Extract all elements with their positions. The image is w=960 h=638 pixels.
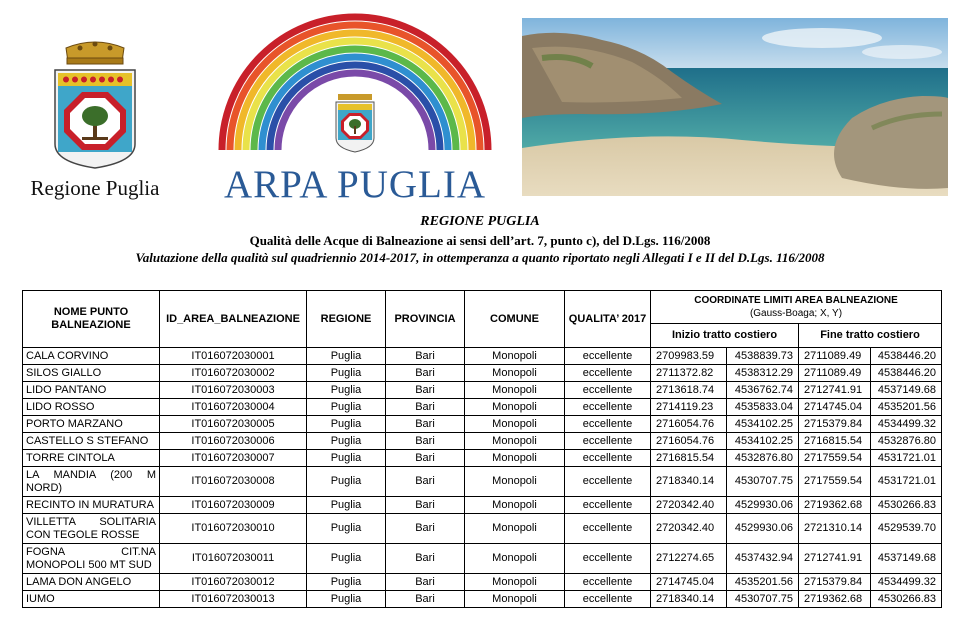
header-provincia: PROVINCIA — [386, 291, 465, 348]
cell-comune: Monopoli — [465, 399, 565, 416]
cell-nome: TORRE CINTOLA — [23, 450, 160, 467]
cell-nome: LIDO PANTANO — [23, 382, 160, 399]
cell-id: IT016072030004 — [160, 399, 307, 416]
cell-inizio-y: 4529930.06 — [727, 514, 799, 544]
cell-regione: Puglia — [307, 416, 386, 433]
cell-inizio-x: 2720342.40 — [651, 497, 727, 514]
table-row — [23, 467, 942, 497]
header-coordinate-subtitle: (Gauss-Boaga; X, Y) — [749, 308, 843, 319]
table-row — [23, 497, 942, 514]
cell-fine-x: 2717559.54 — [799, 467, 871, 497]
cell-fine-y: 4531721.01 — [871, 467, 942, 497]
cell-qualita: eccellente — [565, 467, 651, 497]
cell-regione: Puglia — [307, 348, 386, 365]
cell-inizio-x: 2714745.04 — [651, 574, 727, 591]
cell-provincia: Bari — [386, 416, 465, 433]
cell-fine-x: 2711089.49 — [799, 365, 871, 382]
cell-id: IT016072030002 — [160, 365, 307, 382]
cell-qualita: eccellente — [565, 365, 651, 382]
cell-regione: Puglia — [307, 591, 386, 608]
cell-qualita: eccellente — [565, 450, 651, 467]
cell-comune: Monopoli — [465, 450, 565, 467]
cell-qualita: eccellente — [565, 433, 651, 450]
cell-fine-y: 4530266.83 — [871, 497, 942, 514]
cell-inizio-y: 4536762.74 — [727, 382, 799, 399]
beach-photo-icon — [522, 18, 948, 196]
cell-fine-y: 4538446.20 — [871, 365, 942, 382]
cell-fine-x: 2712741.91 — [799, 544, 871, 574]
table-row — [23, 416, 942, 433]
cell-fine-y: 4537149.68 — [871, 382, 942, 399]
cell-fine-y: 4537149.68 — [871, 544, 942, 574]
cell-comune: Monopoli — [465, 365, 565, 382]
table-row — [23, 450, 942, 467]
cell-id: IT016072030013 — [160, 591, 307, 608]
cell-id: IT016072030009 — [160, 497, 307, 514]
title-region: REGIONE PUGLIA — [420, 214, 540, 229]
cell-nome: LIDO ROSSO — [23, 399, 160, 416]
regione-puglia-caption: Regione Puglia — [30, 176, 160, 200]
cell-inizio-y: 4534102.25 — [727, 416, 799, 433]
title-quality: Qualità delle Acque di Balneazione ai sensi dell’art. 7, punto c), del D.Lgs. 116/2008 — [249, 233, 711, 248]
cell-nome: IUMO — [23, 591, 160, 608]
header-id: ID_AREA_BALNEAZIONE — [160, 291, 307, 348]
cell-inizio-x: 2711372.82 — [651, 365, 727, 382]
cell-inizio-y: 4532876.80 — [727, 450, 799, 467]
cell-regione: Puglia — [307, 544, 386, 574]
cell-provincia: Bari — [386, 574, 465, 591]
cell-fine-x: 2716815.54 — [799, 433, 871, 450]
cell-inizio-x: 2718340.14 — [651, 591, 727, 608]
table-row — [23, 574, 942, 591]
header-comune: COMUNE — [465, 291, 565, 348]
cell-inizio-y: 4535201.56 — [727, 574, 799, 591]
cell-provincia: Bari — [386, 433, 465, 450]
cell-id: IT016072030007 — [160, 450, 307, 467]
cell-id: IT016072030001 — [160, 348, 307, 365]
cell-regione: Puglia — [307, 365, 386, 382]
title-evaluation: Valutazione della qualità sul quadriennio 2014-2017, in ottemperanza a quanto riportato negli Allegati I e II del D.Lgs. 116/2008 — [135, 250, 825, 265]
cell-fine-x: 2715379.84 — [799, 416, 871, 433]
header-nome: NOME PUNTO BALNEAZIONE — [23, 291, 160, 348]
cell-regione: Puglia — [307, 497, 386, 514]
document-titles — [0, 214, 960, 267]
cell-inizio-x: 2716815.54 — [651, 450, 727, 467]
cell-provincia: Bari — [386, 399, 465, 416]
cell-fine-y: 4535201.56 — [871, 399, 942, 416]
cell-inizio-y: 4535833.04 — [727, 399, 799, 416]
cell-id: IT016072030006 — [160, 433, 307, 450]
header-coordinate — [651, 291, 942, 324]
cell-inizio-x: 2712274.65 — [651, 544, 727, 574]
table-row — [23, 433, 942, 450]
cell-qualita: eccellente — [565, 544, 651, 574]
cell-comune: Monopoli — [465, 348, 565, 365]
cell-comune: Monopoli — [465, 574, 565, 591]
cell-fine-y: 4538446.20 — [871, 348, 942, 365]
cell-provincia: Bari — [386, 450, 465, 467]
cell-id: IT016072030010 — [160, 514, 307, 544]
cell-comune: Monopoli — [465, 433, 565, 450]
table-row — [23, 544, 942, 574]
cell-fine-y: 4532876.80 — [871, 433, 942, 450]
table-row — [23, 365, 942, 382]
arpa-puglia-logo — [210, 10, 500, 210]
regione-puglia-emblem-icon — [30, 36, 160, 176]
regione-puglia-logo — [30, 36, 160, 206]
cell-regione: Puglia — [307, 433, 386, 450]
cell-provincia: Bari — [386, 514, 465, 544]
cell-inizio-y: 4538312.29 — [727, 365, 799, 382]
cell-qualita: eccellente — [565, 574, 651, 591]
cell-comune: Monopoli — [465, 514, 565, 544]
table-row — [23, 399, 942, 416]
cell-inizio-y: 4534102.25 — [727, 433, 799, 450]
header-coordinate-title: COORDINATE LIMITI AREA BALNEAZIONE — [694, 295, 898, 306]
cell-fine-x: 2719362.68 — [799, 591, 871, 608]
cell-regione: Puglia — [307, 382, 386, 399]
cell-nome: CASTELLO S STEFANO — [23, 433, 160, 450]
cell-regione: Puglia — [307, 399, 386, 416]
cell-inizio-x: 2716054.76 — [651, 416, 727, 433]
cell-nome: SILOS GIALLO — [23, 365, 160, 382]
table-row — [23, 591, 942, 608]
cell-provincia: Bari — [386, 348, 465, 365]
cell-qualita: eccellente — [565, 514, 651, 544]
cell-comune: Monopoli — [465, 544, 565, 574]
cell-fine-x: 2717559.54 — [799, 450, 871, 467]
cell-comune: Monopoli — [465, 497, 565, 514]
cell-inizio-y: 4530707.75 — [727, 591, 799, 608]
cell-nome: FOGNA CIT.NA MONOPOLI 500 MT SUD — [23, 544, 160, 574]
cell-qualita: eccellente — [565, 382, 651, 399]
cell-regione: Puglia — [307, 467, 386, 497]
cell-fine-x: 2715379.84 — [799, 574, 871, 591]
cell-inizio-x: 2716054.76 — [651, 433, 727, 450]
cell-comune: Monopoli — [465, 467, 565, 497]
cell-nome: RECINTO IN MURATURA — [23, 497, 160, 514]
cell-inizio-x: 2718340.14 — [651, 467, 727, 497]
arpa-puglia-caption: ARPA PUGLIA — [223, 163, 487, 206]
cell-comune: Monopoli — [465, 591, 565, 608]
cell-qualita: eccellente — [565, 348, 651, 365]
page-header — [0, 0, 960, 210]
cell-fine-x: 2719362.68 — [799, 497, 871, 514]
header-regione: REGIONE — [307, 291, 386, 348]
cell-nome: VILLETTA SOLITARIA CON TEGOLE ROSSE — [23, 514, 160, 544]
cell-id: IT016072030003 — [160, 382, 307, 399]
cell-provincia: Bari — [386, 497, 465, 514]
cell-fine-x: 2712741.91 — [799, 382, 871, 399]
cell-fine-y: 4529539.70 — [871, 514, 942, 544]
cell-inizio-x: 2720342.40 — [651, 514, 727, 544]
cell-id: IT016072030008 — [160, 467, 307, 497]
cell-provincia: Bari — [386, 591, 465, 608]
cell-fine-x: 2714745.04 — [799, 399, 871, 416]
header-fine: Fine tratto costiero — [799, 324, 942, 348]
cell-fine-y: 4534499.32 — [871, 416, 942, 433]
cell-id: IT016072030011 — [160, 544, 307, 574]
cell-inizio-x: 2709983.59 — [651, 348, 727, 365]
cell-fine-x: 2711089.49 — [799, 348, 871, 365]
table-body — [23, 348, 942, 608]
table-row — [23, 348, 942, 365]
cell-qualita: eccellente — [565, 416, 651, 433]
cell-comune: Monopoli — [465, 416, 565, 433]
cell-inizio-y: 4537432.94 — [727, 544, 799, 574]
header-inizio: Inizio tratto costiero — [651, 324, 799, 348]
cell-provincia: Bari — [386, 365, 465, 382]
cell-qualita: eccellente — [565, 591, 651, 608]
coastal-photo — [522, 18, 948, 196]
cell-fine-y: 4530266.83 — [871, 591, 942, 608]
cell-inizio-y: 4530707.75 — [727, 467, 799, 497]
cell-inizio-x: 2713618.74 — [651, 382, 727, 399]
cell-regione: Puglia — [307, 574, 386, 591]
table-row — [23, 382, 942, 399]
cell-comune: Monopoli — [465, 382, 565, 399]
cell-fine-y: 4531721.01 — [871, 450, 942, 467]
cell-nome: LA MANDIA (200 M NORD) — [23, 467, 160, 497]
cell-provincia: Bari — [386, 467, 465, 497]
bathing-water-table — [22, 290, 942, 608]
cell-nome: PORTO MARZANO — [23, 416, 160, 433]
cell-regione: Puglia — [307, 450, 386, 467]
cell-provincia: Bari — [386, 382, 465, 399]
cell-fine-y: 4534499.32 — [871, 574, 942, 591]
cell-inizio-y: 4529930.06 — [727, 497, 799, 514]
cell-id: IT016072030012 — [160, 574, 307, 591]
cell-provincia: Bari — [386, 544, 465, 574]
cell-id: IT016072030005 — [160, 416, 307, 433]
cell-qualita: eccellente — [565, 399, 651, 416]
cell-regione: Puglia — [307, 514, 386, 544]
small-shield-icon — [336, 94, 374, 152]
cell-nome: LAMA DON ANGELO — [23, 574, 160, 591]
rainbow-icon — [210, 10, 500, 160]
cell-nome: CALA CORVINO — [23, 348, 160, 365]
cell-fine-x: 2721310.14 — [799, 514, 871, 544]
header-qualita: QUALITA’ 2017 — [565, 291, 651, 348]
cell-qualita: eccellente — [565, 497, 651, 514]
table-row — [23, 514, 942, 544]
cell-inizio-x: 2714119.23 — [651, 399, 727, 416]
cell-inizio-y: 4538839.73 — [727, 348, 799, 365]
